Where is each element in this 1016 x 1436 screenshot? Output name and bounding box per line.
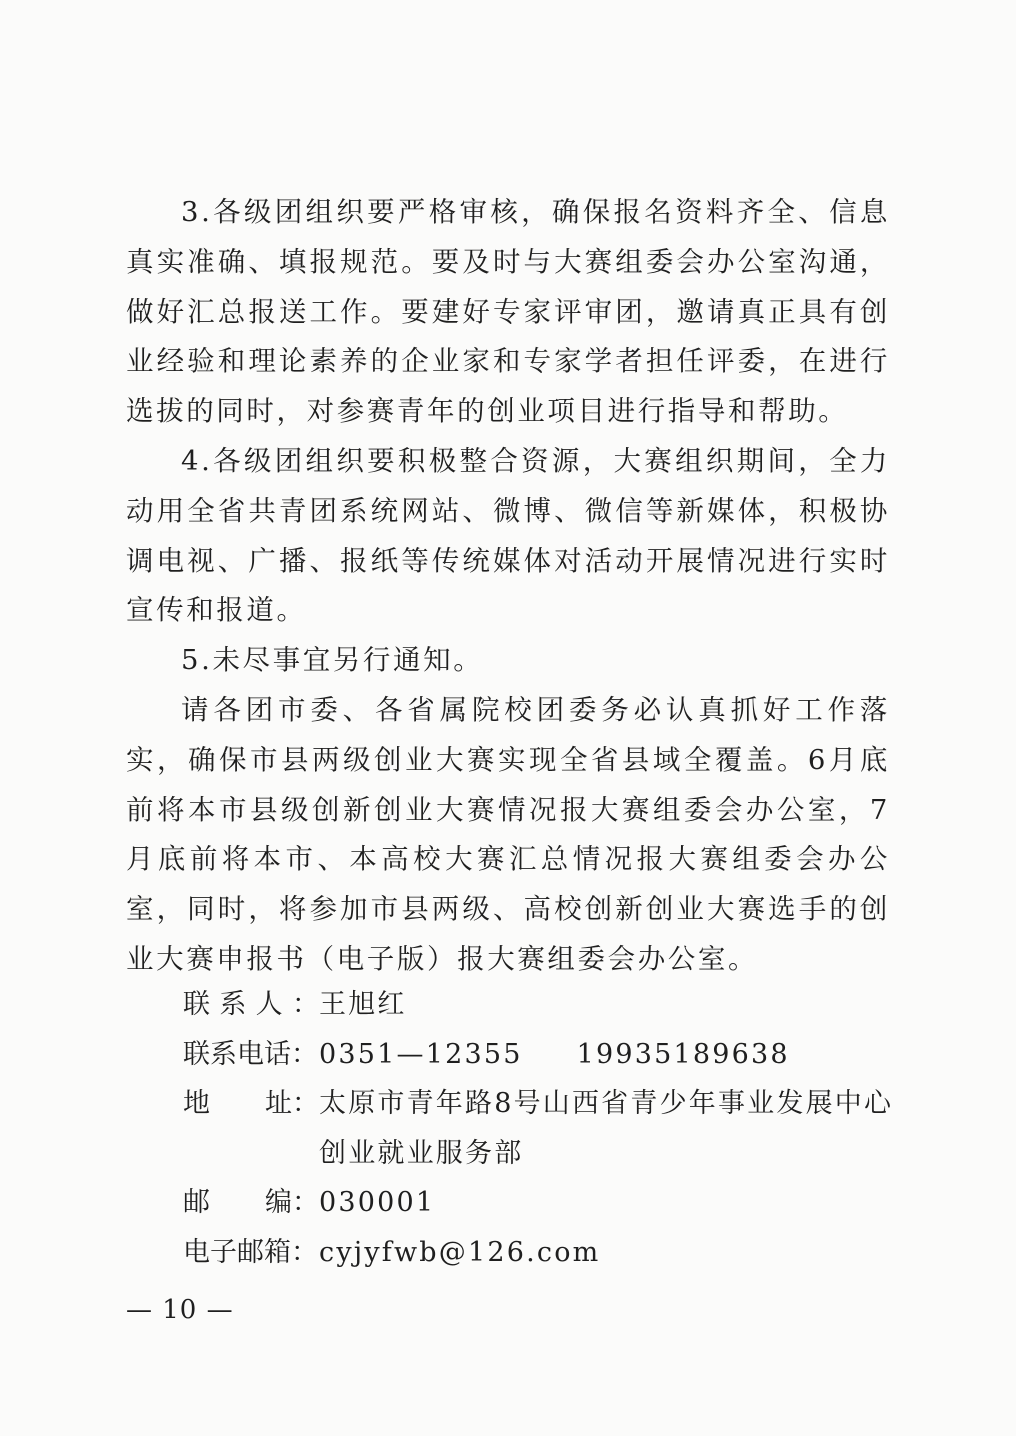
paragraph-review-requirements: 3.各级团组织要严格审核，确保报名资料齐全、信息真实准确、填报规范。要及时与大赛组委会办公室沟通，做好汇总报送工作。要建好专家评审团，邀请真正具有创业经验和理论素养的企业家和专家学者担任评委，在进行选拔的同时，对参赛青年的创业项目进行指导和帮助。 <box>126 196 890 428</box>
address-line-2: 创业就业服务部 <box>319 1137 524 1169</box>
page-number: — 10 — <box>126 1295 234 1325</box>
body-text <box>126 188 890 985</box>
contact-phone-label: 联系电话： <box>183 1038 318 1070</box>
contact-address-value <box>319 1079 903 1178</box>
contact-address-row <box>183 1079 903 1178</box>
contact-postcode-label: 邮 编： <box>183 1187 319 1219</box>
contact-email-value: cyjyfwb@126.com <box>319 1236 601 1268</box>
contact-postcode-value: 030001 <box>319 1187 436 1219</box>
address-line-1: 太原市青年路8号山西省青少年事业发展中心 <box>319 1088 894 1120</box>
contact-person-value: 王旭红 <box>319 989 407 1020</box>
contact-address-label: 地 址： <box>183 1088 319 1120</box>
contact-email-label: 电子邮箱： <box>183 1236 318 1268</box>
phone-mobile: 19935189638 <box>576 1038 790 1070</box>
paragraph-deadlines: 请各团市委、各省属院校团委务必认真抓好工作落实，确保市县两级创业大赛实现全省县域全覆盖。6月底前将本市县级创新创业大赛情况报大赛组委会办公室，7月底前将本市、本高校大赛汇总情况报大赛组委会办公室，同时，将参加市县两级、高校创新创业大赛选手的创业大赛申报书（电子版）报大赛组委会办公室。 <box>126 693 890 975</box>
paragraph-further-notice: 5.未尽事宜另行通知。 <box>181 644 484 677</box>
paragraph-media-resources: 4.各级团组织要积极整合资源，大赛组织期间，全力动用全省共青团系统网站、微博、微信等新媒体，积极协调电视、广播、报纸等传统媒体对活动开展情况进行实时宣传和报道。 <box>126 444 890 627</box>
contact-block <box>183 980 903 1278</box>
contact-person-row <box>183 980 903 1030</box>
contact-person-label: 联 系 人 ： <box>183 989 319 1020</box>
contact-email-row <box>183 1228 903 1278</box>
contact-postcode-row <box>183 1178 903 1228</box>
phone-landline: 0351—12355 <box>319 1038 523 1070</box>
contact-phone-value <box>319 1030 903 1080</box>
contact-phone-row <box>183 1030 903 1080</box>
